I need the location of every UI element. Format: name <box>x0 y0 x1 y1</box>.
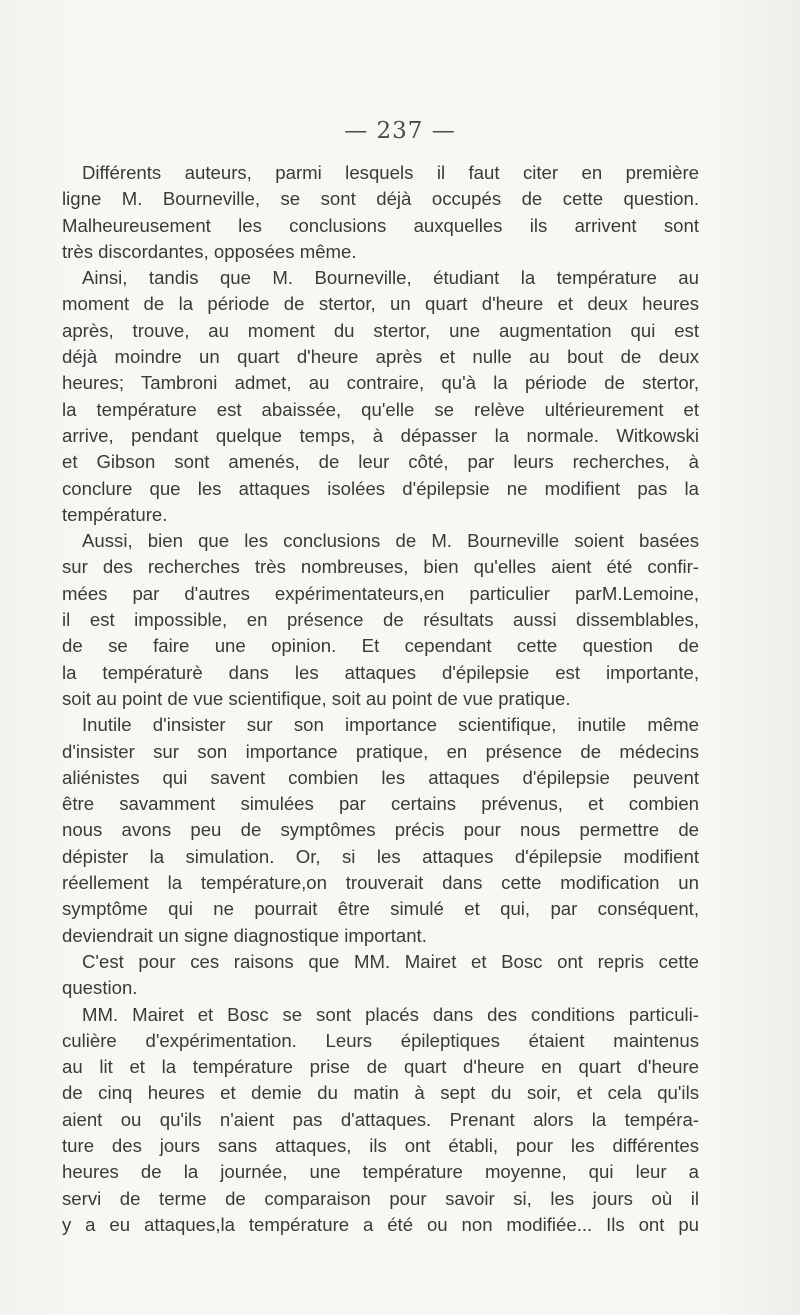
paragraph <box>62 949 699 1002</box>
text-line: arrive, pendant quelque temps, à dépasser la normale. Witkowski <box>62 424 699 446</box>
text-line: Différents auteurs, parmi lesquels il faut citer en première <box>82 162 699 183</box>
text-line: culière d'expérimentation. Leurs épileptiques étaient maintenus <box>62 1029 699 1051</box>
text-line: très discordantes, opposées même. <box>62 240 357 262</box>
text-line: et Gibson sont amenés, de leur côté, par leurs recherches, à <box>62 451 699 473</box>
text-line: au lit et la température prise de quart d'heure en quart d'heure <box>62 1056 699 1078</box>
text-line: C'est pour ces raisons que MM. Mairet et Bosc ont repris cette <box>82 950 699 972</box>
text-line: deviendrait un signe diagnostique important. <box>62 924 427 946</box>
paragraph <box>62 1002 699 1239</box>
text-line: d'insister sur son importance pratique, en présence de médecins <box>62 740 699 762</box>
paragraph <box>62 712 699 949</box>
text-line: heures de la journée, une température moyenne, qui leur a <box>62 1161 699 1183</box>
text-line: aliénistes qui savent combien les attaques d'épilepsie peuvent <box>62 766 699 788</box>
text-line: aient ou qu'ils n'aient pas d'attaques. Prenant alors la tempéra- <box>62 1108 699 1130</box>
text-line: dépister la simulation. Or, si les attaques d'épilepsie modifient <box>62 845 699 867</box>
text-line: symptôme qui ne pourrait être simulé et qui, par conséquent, <box>62 898 699 920</box>
paragraph <box>62 160 699 265</box>
text-line: après, trouve, au moment du stertor, une augmentation qui est <box>62 319 699 341</box>
page-number: — 237 — <box>344 118 456 144</box>
text-line: Inutile d'insister sur son importance scientifique, inutile même <box>82 714 699 736</box>
text-line: question. <box>62 977 138 999</box>
text-line: Ainsi, tandis que M. Bourneville, étudiant la température au <box>82 267 699 289</box>
paragraph <box>62 265 699 528</box>
text-line: moment de la période de stertor, un quart d'heure et deux heures <box>62 293 699 315</box>
text-line: nous avons peu de symptômes précis pour nous permettre de <box>62 819 699 841</box>
paragraph <box>62 528 699 712</box>
text-line: température. <box>62 503 168 525</box>
text-line: ligne M. Bourneville, se sont déjà occupés de cette question. <box>62 188 699 210</box>
text-line: soit au point de vue scientifique, soit au point de vue pratique. <box>62 687 571 709</box>
text-line: réellement la température,on trouverait dans cette modification un <box>62 872 699 894</box>
text-line: sur des recherches très nombreuses, bien qu'elles aient été confir- <box>62 556 699 578</box>
text-line: ture des jours sans attaques, ils ont établi, pour les différentes <box>62 1134 699 1156</box>
text-line: heures; Tambroni admet, au contraire, qu'à la période de stertor, <box>62 372 699 394</box>
text-line: il est impossible, en présence de résultats aussi dissemblables, <box>62 609 699 631</box>
text-line: y a eu attaques,la température a été ou non modifiée... Ils ont pu <box>62 1213 699 1235</box>
text-line: servi de terme de comparaison pour savoir si, les jours où il <box>62 1187 699 1209</box>
text-line: déjà moindre un quart d'heure après et nulle au bout de deux <box>62 346 699 368</box>
text-line: conclure que les attaques isolées d'épilepsie ne modifient pas la <box>62 477 699 499</box>
text-line: la température est abaissée, qu'elle se relève ultérieurement et <box>62 398 699 420</box>
body-text <box>62 160 699 1238</box>
text-line: mées par d'autres expérimentateurs,en particulier parM.Lemoine, <box>62 582 699 604</box>
text-line: de cinq heures et demie du matin à sept du soir, et cela qu'ils <box>62 1082 699 1104</box>
text-line: être savamment simulées par certains prévenus, et combien <box>62 793 699 815</box>
text-line: Malheureusement les conclusions auxquelles ils arrivent sont <box>62 214 699 236</box>
text-line: la températurè dans les attaques d'épilepsie est importante, <box>62 661 699 683</box>
text-line: MM. Mairet et Bosc se sont placés dans des conditions particuli- <box>82 1003 699 1025</box>
text-line: de se faire une opinion. Et cependant cette question de <box>62 635 699 657</box>
text-line: Aussi, bien que les conclusions de M. Bourneville soient basées <box>82 530 699 552</box>
